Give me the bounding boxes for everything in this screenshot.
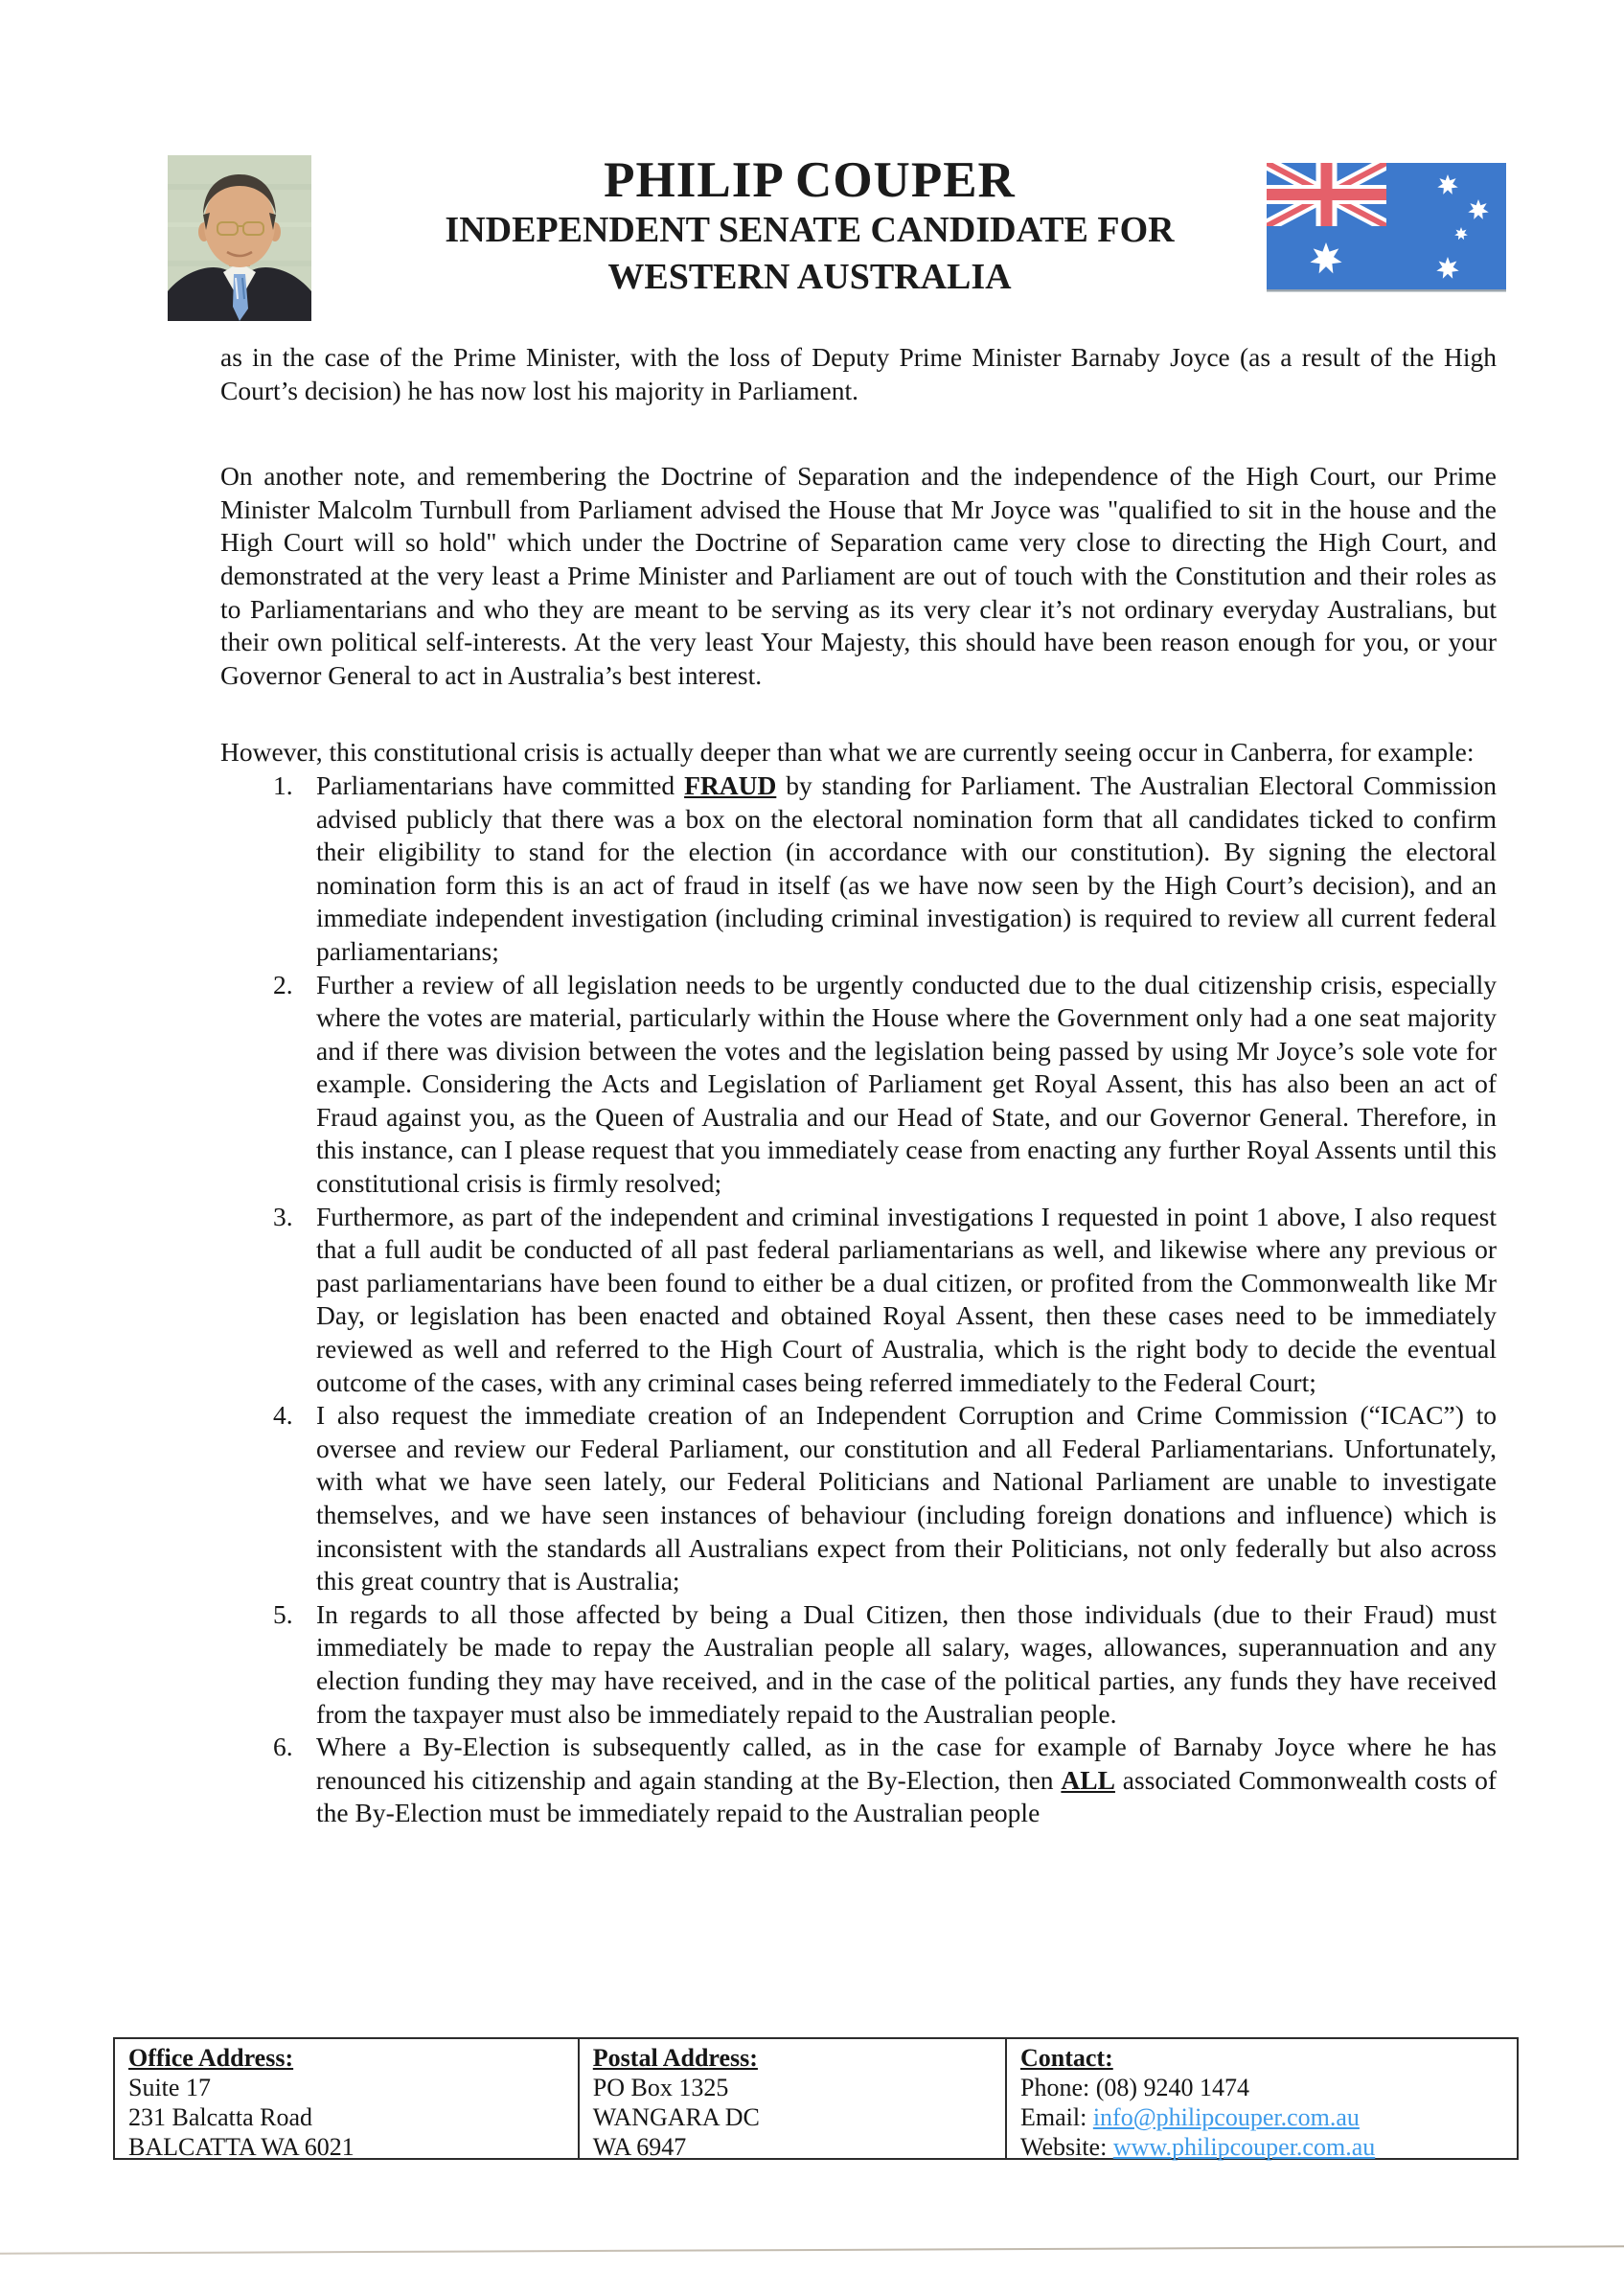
all-emphasis: ALL — [1061, 1764, 1115, 1795]
candidate-subtitle-line2: WESTERN AUSTRALIA — [607, 257, 1012, 297]
paragraph-3: However, this constitutional crisis is actually deeper than what we are currently seeing occur in Canberra, for example: — [220, 737, 1475, 768]
contact-phone: Phone: (08) 9240 1474 — [1019, 2074, 1250, 2101]
item-text-segment: Further a review of all legislation needs to be urgently conducted due to the dual citizenship crisis, especially where the votes are material, particularly within the House where the Government only had a one seat majority and if there was division between the votes and the legislation being passed by using Mr Joyce’s sole vote for example. Considering the Acts and Legislation of Parliament get Royal Assent, this has also been an act of Fraud against you, as the Queen of Australia and our Head of State, and our Governor General. Therefore, in this instance, can I please request that you immediately cease from enacting any further Royal Assents until this constitutional crisis is firmly resolved; — [316, 969, 1497, 1199]
letter-body — [220, 341, 1497, 1830]
website-label: Website: — [1019, 2133, 1113, 2161]
item-number: 4. — [273, 1400, 293, 1431]
item-text-segment: Furthermore, as part of the independent and criminal investigations I requested in point 1 above, I also request that a full audit be conducted of all past federal parliamentarians as well, and likewise where any previous or past parliamentarians have been found to either be a dual citizen, or profited from the Commonwealth like Mr Day, or legislation has been enacted and obtained Royal Assent, then these cases need to be immediately reviewed as well and referred to the High Court of Australia, which is the right body to decide the eventual outcome of the cases, with any criminal cases being referred immediately to the Federal Court; — [316, 1201, 1497, 1397]
postal-address-line: PO Box 1325 — [592, 2074, 729, 2101]
item-text — [316, 1598, 1497, 1731]
list-item-5 — [220, 1598, 1497, 1731]
paragraph-2: On another note, and remembering the Doctrine of Separation and the independence of the High Court, our Prime Minister Malcolm Turnbull from Parliament advised the House that Mr Joyce was "qualified to sit in the house and the High Court will so hold" which under the Doctrine of Separation came very close to directing the High Court, and demonstrated at the very least a Prime Minister and Parliament are out of touch with the Constitution and their roles as to Parliamentarians and who they are meant to be serving as its very clear it’s not ordinary everyday Australians, but their own political self-interests. At the very least Your Majesty, this should have been reason enough for you, or your Governor General to act in Australia’s best interest. — [220, 461, 1497, 690]
item-text-segment: by standing for Parliament. The Australian Electoral Commission advised publicly that there was a box on the electoral nomination form that all candidates ticked to confirm their eligibility to stand for the election (in accordance with our constitution). By signing the electoral nomination form this is an act of fraud in itself (as we have now seen by the High Court’s decision), and an immediate independent investigation (including criminal investigation) is required to review all current federal parliamentarians; — [316, 769, 1497, 966]
item-text-segment: associated Commonwealth costs of the By-Election must be immediately repaid to the Australian people — [316, 1764, 1497, 1828]
item-number: 2. — [273, 969, 293, 999]
item-number: 5. — [273, 1598, 293, 1629]
paragraph-1: as in the case of the Prime Minister, with the loss of Deputy Prime Minister Barnaby Joyce (as a result of the High Court’s decision) he has now lost his majority in Parliament. — [220, 342, 1497, 405]
contact-heading: Contact: — [1019, 2044, 1113, 2072]
item-number: 6. — [273, 1732, 293, 1762]
candidate-subtitle-line1: INDEPENDENT SENATE CANDIDATE FOR — [445, 210, 1175, 250]
list-item-2 — [220, 969, 1497, 1201]
item-text-segment: Parliamentarians have committed — [316, 769, 685, 800]
list-item-3 — [220, 1201, 1497, 1400]
email-link[interactable]: info@philipcouper.com.au — [1092, 2103, 1360, 2131]
contact-column — [1005, 2039, 1517, 2161]
website-link[interactable]: www.philipcouper.com.au — [1112, 2133, 1376, 2161]
scan-artifact-line — [0, 2245, 1624, 2254]
postal-address-heading: Postal Address: — [592, 2044, 758, 2072]
email-label: Email: — [1019, 2103, 1093, 2131]
office-address-heading: Office Address: — [128, 2044, 294, 2072]
footer-table — [113, 2037, 1519, 2160]
list-item-4 — [220, 1399, 1497, 1598]
item-text-segment: I also request the immediate creation of an Independent Corruption and Crime Commission (“ICAC”) to oversee and review our Federal Parliament, our constitution and all Federal Parliamentarians. Unfortunately, with what we have seen lately, our Federal Politicians and National Parliament are unable to investigate themselves, and we have seen instances of behaviour (including foreign donations and influence) which is inconsistent with the standards all Australians expect from their Politicians, not only federally but also across this great country that is Australia; — [316, 1400, 1497, 1596]
office-address-line: 231 Balcatta Road — [128, 2103, 313, 2131]
item-text-segment: In regards to all those affected by being a Dual Citizen, then those individuals (due to their Fraud) must immediately be made to repay the Australian people all salary, wages, allowances, superannuation and any election funding they may have received, and in the case of the political parties, any funds they have received from the taxpayer must also be immediately repaid to the Australian people. — [316, 1598, 1497, 1729]
item-number: 1. — [273, 769, 293, 800]
item-text — [316, 1731, 1497, 1830]
postal-address-line: WANGARA DC — [592, 2103, 760, 2131]
item-number: 3. — [273, 1201, 293, 1231]
australian-flag-image — [1267, 163, 1506, 294]
list-item-1 — [220, 769, 1497, 969]
item-text — [316, 1201, 1497, 1400]
numbered-list — [220, 769, 1497, 1830]
office-address-line: Suite 17 — [128, 2074, 211, 2101]
fraud-emphasis: FRAUD — [684, 769, 777, 800]
contact-email-row — [1020, 2102, 1511, 2132]
office-address-line: BALCATTA WA 6021 — [128, 2133, 355, 2161]
candidate-name: PHILIP COUPER — [604, 152, 1016, 208]
postal-address-line: WA 6947 — [592, 2133, 687, 2161]
office-address-column — [115, 2039, 578, 2161]
item-text — [316, 1399, 1497, 1598]
list-item-6 — [220, 1731, 1497, 1830]
item-text — [316, 969, 1497, 1201]
item-text-segment: Where a By-Election is subsequently called, as in the case for example of Barnaby Joyce where he has renounced his citizenship and again standing at the By-Election, then — [316, 1732, 1497, 1795]
postal-address-column — [578, 2039, 1005, 2161]
australian-flag — [1267, 163, 1506, 294]
item-text — [316, 769, 1497, 969]
contact-website-row — [1020, 2132, 1511, 2162]
